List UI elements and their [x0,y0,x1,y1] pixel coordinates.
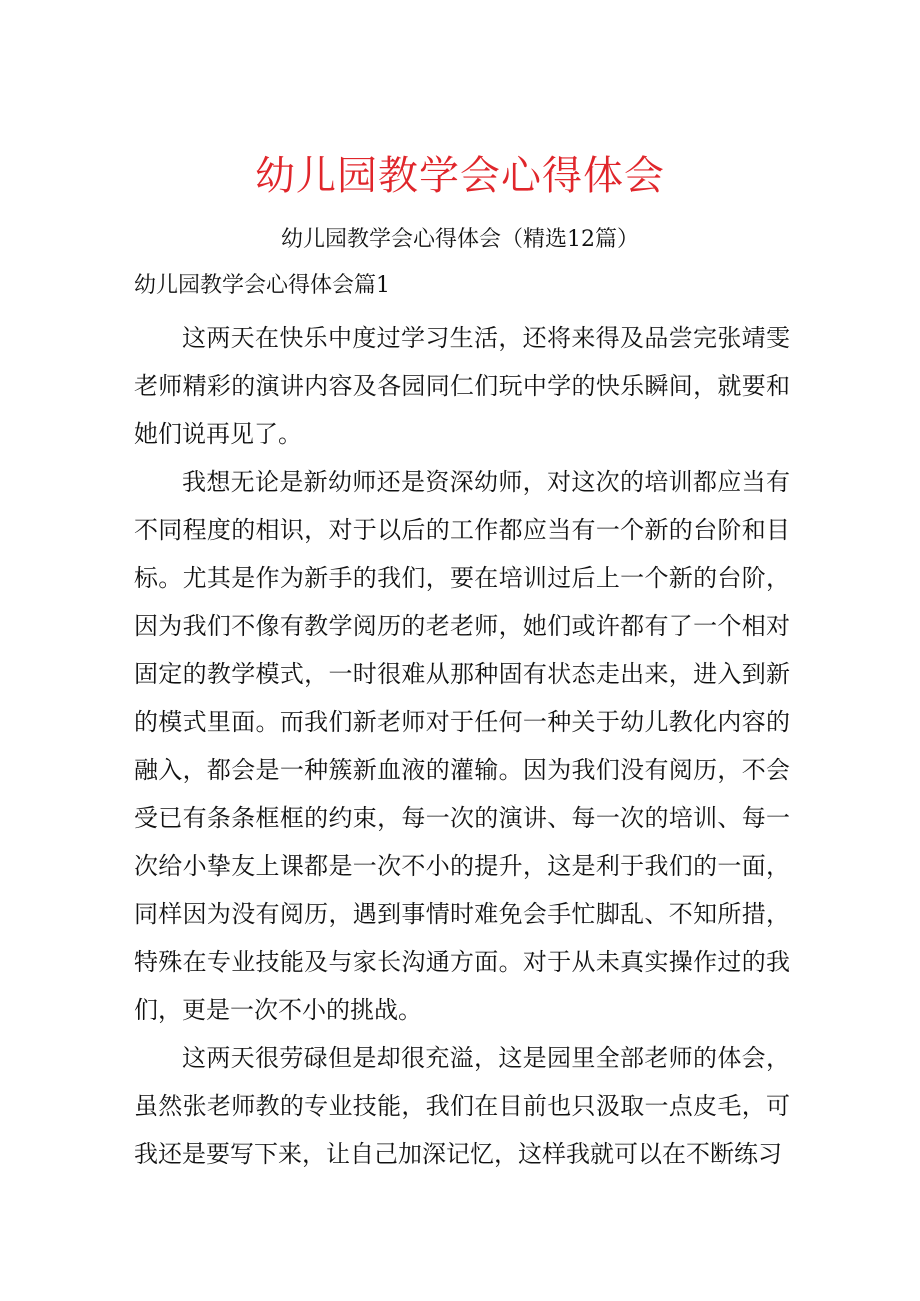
document-subtitle: 幼儿园教学会心得体会（精选12篇） [281,227,639,252]
body-paragraph: 这两天在快乐中度过学习生活，还将来得及品尝完张靖雯老师精彩的演讲内容及各园同仁们玩中学的快乐瞬间，就要和她们说再见了。 [134,324,790,448]
body-paragraph: 这两天很劳碌但是却很充溢，这是园里全部老师的体会，虽然张老师教的专业技能，我们在目前也只汲取一点皮毛，可我还是要写下来，让自己加深记忆，这样我就可以在不断练习 [134,1044,790,1168]
page-title: 幼儿园教学会心得体会 [255,153,665,199]
section-heading: 幼儿园教学会心得体会篇1 [134,273,390,298]
body-paragraph: 我想无论是新幼师还是资深幼师，对这次的培训都应当有不同程度的相识，对于以后的工作都应当有一个新的台阶和目标。尤其是作为新手的我们，要在培训过后上一个新的台阶，因为我们不像有教学阅历的老老师，她们或许都有了一个相对固定的教学模式，一时很难从那种固有状态走出来，进入到新的模式里面。而我们新老师对于任何一种关于幼儿教化内容的融入，都会是一种簇新血液的灌输。因为我们没有阅历，不会受已有条条框框的约束，每一次的演讲、每一次的培训、每一次给小挚友上课都是一次不小的提升，这是利于我们的一面，同样因为没有阅历，遇到事情时难免会手忙脚乱、不知所措，特殊在专业技能及与家长沟通方面。对于从未真实操作过的我们，更是一次不小的挑战。 [134,468,790,1024]
